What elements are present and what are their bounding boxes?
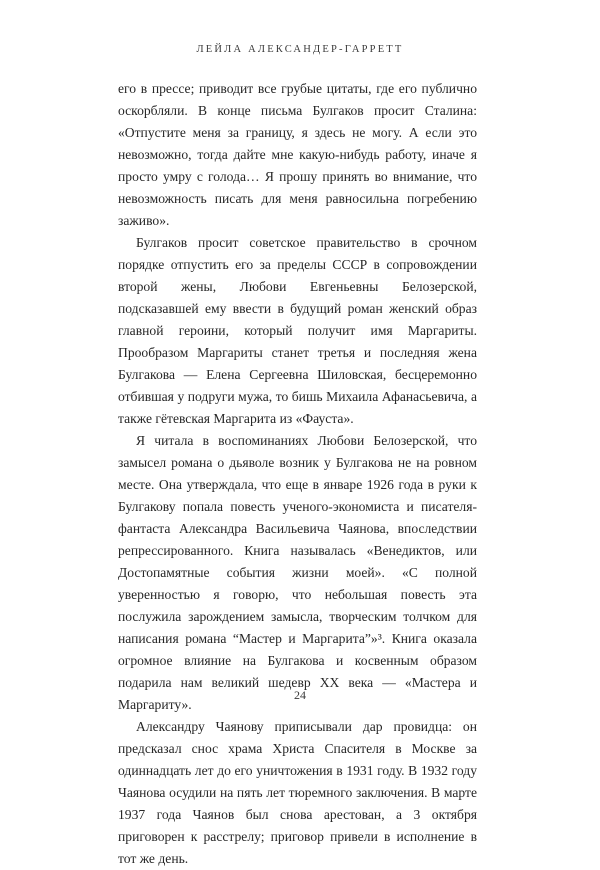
paragraph: Я читала в воспоминаниях Любови Белозерской, что замысел романа о дьяволе возник у Булгакова не на ровном месте. Она утверждала, что еще в январе 1926 года в руки к Булгакову попала повесть ученого-экономиста и писателя-фантаста Александра Васильевича Чаянова, впоследствии репрессированного. Книга называлась «Венедиктов, или Достопамятные события жизни моей». «С полной уверенностью я говорю, что небольшая повесть эта послужила зарождением замысла, творческим толчком для написания романа “Мастер и Маргарита”»³. Книга оказала огромное влияние на Булгакова и косвенным образом подарила нам великий шедевр XX века — «Мастера и Маргариту». (118, 433, 477, 712)
paragraph: Булгаков просит советское правительство в срочном порядке отпустить его за пределы СССР в сопровождении второй жены, Любови Евгеньевны Белозерской, подсказавшей ему ввести в будущий роман женский образ главной героини, который получит имя Маргариты. Прообразом Маргариты станет третья и последняя жена Булгакова — Елена Сергеевна Шиловская, бесцеремонно отбившая у подруги мужа, то бишь Михаила Афанасьевича, а также гётевская Маргарита из «Фауста». (118, 235, 477, 426)
page-number: 24 (294, 688, 306, 702)
running-header: ЛЕЙЛА АЛЕКСАНДЕР-ГАРРЕТТ (196, 44, 404, 55)
paragraph-continuation: его в прессе; приводит все грубые цитаты, где его публично оскорбляли. В конце письма Булгаков просит Сталина: «Отпустите меня за границу, я здесь не могу. А если это невозможно, тогда дайте мне какую-нибудь работу, иначе я просто умру с голода… Я прошу принять во внимание, что невозможность писать для меня равносильна погребению заживо». (118, 81, 477, 228)
paragraph: Александру Чаянову приписывали дар провидца: он предсказал снос храма Христа Спасителя в Москве за одиннадцать лет до его уничтожения в 1931 году. В 1932 году Чаянова осудили на пять лет тюремного заключения. В марте 1937 года Чаянов был снова арестован, а 3 октября приговорен к расстрелу; приговор привели в исполнение в тот же день. (118, 719, 477, 866)
body-text (118, 78, 477, 870)
